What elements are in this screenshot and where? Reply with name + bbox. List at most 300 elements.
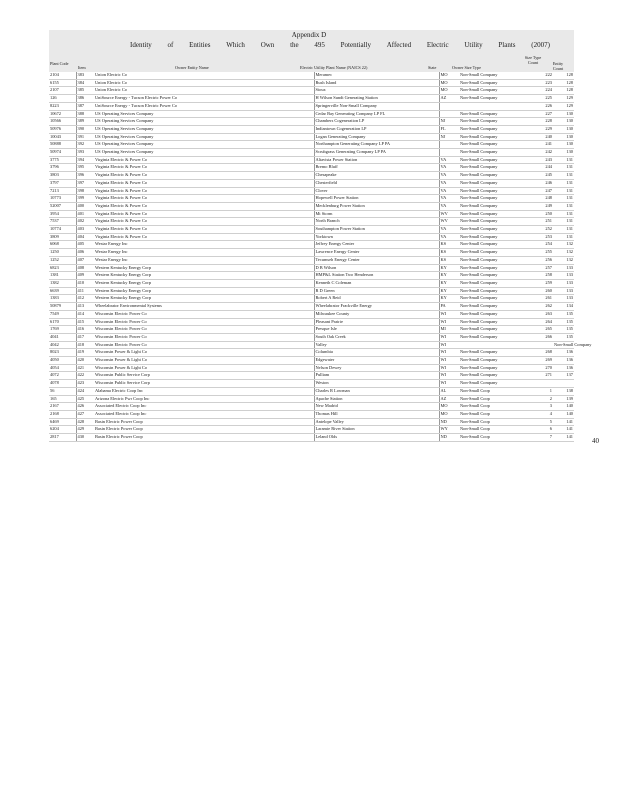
cell-owner-size-type: Non-Small Company [459, 110, 531, 118]
cell-item: 403 [76, 226, 94, 234]
cell-plant-code: 1769 [49, 326, 76, 334]
cell-state: WI [439, 380, 459, 388]
cell-plant-name: Leland Olds [314, 434, 439, 442]
cell-plant-code: 1252 [49, 256, 76, 264]
cell-plant-name: Pleasant Prairie [314, 318, 439, 326]
cell-size-type-count [531, 380, 553, 388]
cell-state: WI [439, 333, 459, 341]
cell-size-type-count: 245 [531, 172, 553, 180]
cell-item: 394 [76, 156, 94, 164]
cell-plant-code: 2167 [49, 403, 76, 411]
cell-owner-entity: US Operating Services Company [94, 149, 314, 157]
cell-entity-count: 131 [553, 218, 574, 226]
cell-state [439, 110, 459, 118]
cell-owner-entity: Westar Energy Inc [94, 249, 314, 257]
table-row [49, 310, 574, 318]
cell-plant-name: Northampton Generating Company LP PA [314, 141, 439, 149]
cell-plant-name: Indiantown Cogeneration LP [314, 125, 439, 133]
cell-size-type-count: 258 [531, 272, 553, 280]
cell-plant-code: 3796 [49, 164, 76, 172]
cell-item: 421 [76, 364, 94, 372]
table-title-word: Own [260, 41, 275, 49]
cell-state: MO [439, 410, 459, 418]
cell-owner-size-type: Non-Small Company [459, 149, 531, 157]
cell-size-type-count: 222 [531, 72, 553, 79]
page-number: 40 [592, 437, 599, 445]
appendix-title: Appendix D [291, 31, 327, 39]
cell-plant-code: 6823 [49, 264, 76, 272]
cell-plant-name: Antelope Valley [314, 418, 439, 426]
cell-plant-code: 126 [49, 95, 76, 103]
cell-state [439, 149, 459, 157]
cell-item: 398 [76, 187, 94, 195]
table-row [49, 295, 574, 303]
cell-owner-entity: Wisconsin Power & Light Co [94, 349, 314, 357]
cell-owner-size-type: Non-Small Company [459, 364, 531, 372]
cell-plant-name: Southampton Power Station [314, 226, 439, 234]
cell-size-type-count: 266 [531, 333, 553, 341]
entities-table [49, 72, 592, 442]
cell-owner-entity: Union Electric Co [94, 87, 314, 95]
cell-entity-count: Non-Small Company [553, 341, 574, 349]
cell-entity-count: 140 [553, 403, 574, 411]
cell-item: 395 [76, 164, 94, 172]
cell-entity-count: 133 [553, 279, 574, 287]
cell-owner-size-type: Non-Small Company [459, 156, 531, 164]
cell-item: 397 [76, 179, 94, 187]
cell-entity-count: 131 [553, 164, 574, 172]
cell-size-type-count: 250 [531, 210, 553, 218]
cell-owner-entity: US Operating Services Company [94, 110, 314, 118]
cell-owner-entity: Virginia Electric & Power Co [94, 226, 314, 234]
cell-item: 408 [76, 264, 94, 272]
cell-entity-count: 130 [553, 149, 574, 157]
cell-owner-entity: Basin Electric Power Coop [94, 418, 314, 426]
cell-owner-entity: Virginia Electric & Power Co [94, 172, 314, 180]
cell-owner-entity: Virginia Electric & Power Co [94, 218, 314, 226]
cell-state: WI [439, 310, 459, 318]
table-row [49, 164, 574, 172]
cell-owner-entity: Westar Energy Inc [94, 241, 314, 249]
cell-state: MO [439, 87, 459, 95]
table-row [49, 95, 574, 103]
cell-entity-count: 130 [553, 125, 574, 133]
cell-item: 409 [76, 272, 94, 280]
cell-owner-size-type: Non-Small Company [459, 333, 531, 341]
cell-plant-name: Altavista Power Station [314, 156, 439, 164]
cell-state [439, 141, 459, 149]
cell-state: VA [439, 226, 459, 234]
cell-entity-count: 128 [553, 79, 574, 87]
table-title-word: Electric [426, 41, 449, 49]
cell-plant-name: Logan Generating Company [314, 133, 439, 141]
cell-item: 417 [76, 333, 94, 341]
cell-item: 402 [76, 218, 94, 226]
cell-item: 415 [76, 318, 94, 326]
cell-plant-code: 8023 [49, 349, 76, 357]
col-header-entity-count: Entity Count [552, 61, 564, 71]
cell-owner-entity: Virginia Electric & Power Co [94, 187, 314, 195]
table-row [49, 156, 574, 164]
cell-entity-count: 136 [553, 357, 574, 365]
cell-plant-code: 50888 [49, 141, 76, 149]
cell-item: 383 [76, 72, 94, 79]
cell-entity-count: 130 [553, 141, 574, 149]
cell-owner-size-type: Non-Small Company [459, 95, 531, 103]
table-title-word: Potentially [340, 41, 371, 49]
cell-entity-count: 140 [553, 410, 574, 418]
cell-size-type-count: 2 [531, 395, 553, 403]
cell-owner-entity: Arizona Electric Pwr Coop Inc [94, 395, 314, 403]
table-row [49, 72, 574, 79]
cell-plant-code: 6155 [49, 79, 76, 87]
cell-size-type-count: 260 [531, 287, 553, 295]
col-header-state: State [428, 65, 437, 70]
cell-size-type-count: 249 [531, 202, 553, 210]
cell-state: WV [439, 210, 459, 218]
table-row [49, 333, 574, 341]
table-row [49, 264, 574, 272]
cell-owner-size-type: Non-Small Company [459, 125, 531, 133]
cell-plant-code: 2817 [49, 434, 76, 442]
cell-owner-entity: UniSource Energy - Tucson Electric Power Co [94, 95, 314, 103]
table-row [49, 87, 574, 95]
cell-size-type-count: 270 [531, 364, 553, 372]
cell-size-type-count: 228 [531, 118, 553, 126]
cell-entity-count: 128 [553, 72, 574, 79]
cell-entity-count: 141 [553, 418, 574, 426]
cell-item: 396 [76, 172, 94, 180]
cell-plant-name: Springerville Non-Small Company [314, 102, 439, 110]
table-row [49, 202, 574, 210]
cell-state: AZ [439, 395, 459, 403]
cell-plant-code: 50879 [49, 303, 76, 311]
cell-state: PA [439, 303, 459, 311]
cell-size-type-count: 269 [531, 357, 553, 365]
cell-size-type-count: 242 [531, 149, 553, 157]
cell-entity-count: 141 [553, 434, 574, 442]
cell-item: 418 [76, 341, 94, 349]
cell-item: 390 [76, 125, 94, 133]
cell-size-type-count: 6 [531, 426, 553, 434]
cell-size-type-count [531, 341, 553, 349]
cell-state: VA [439, 202, 459, 210]
table-title-word: Which [226, 41, 245, 49]
cell-size-type-count: 244 [531, 164, 553, 172]
cell-entity-count: 131 [553, 172, 574, 180]
table-row [49, 357, 574, 365]
cell-state: WI [439, 364, 459, 372]
cell-entity-count: 132 [553, 256, 574, 264]
cell-plant-code: 3775 [49, 156, 76, 164]
cell-plant-code: 4072 [49, 372, 76, 380]
cell-owner-size-type: Non-Small Company [459, 79, 531, 87]
cell-owner-entity: Virginia Electric & Power Co [94, 233, 314, 241]
cell-item: 416 [76, 326, 94, 334]
cell-state: KY [439, 279, 459, 287]
cell-plant-code: 8223 [49, 102, 76, 110]
cell-plant-name: Apache Station [314, 395, 439, 403]
cell-plant-name: Wheelabrator Frackville Energy [314, 303, 439, 311]
cell-item: 392 [76, 141, 94, 149]
cell-plant-name: Yorktown [314, 233, 439, 241]
cell-size-type-count: 247 [531, 187, 553, 195]
cell-plant-code: 10672 [49, 110, 76, 118]
cell-state: WV [439, 218, 459, 226]
table-title-word: Utility [464, 41, 483, 49]
cell-plant-code: 4050 [49, 357, 76, 365]
table-row [49, 395, 574, 403]
cell-size-type-count: 224 [531, 87, 553, 95]
cell-state: WI [439, 341, 459, 349]
cell-state: ND [439, 434, 459, 442]
cell-size-type-count: 256 [531, 256, 553, 264]
cell-plant-code: 50974 [49, 149, 76, 157]
cell-plant-name: Mt Storm [314, 210, 439, 218]
cell-owner-size-type [459, 102, 531, 110]
cell-size-type-count: 246 [531, 179, 553, 187]
cell-plant-name: Jeffrey Energy Center [314, 241, 439, 249]
cell-plant-name: Sioux [314, 87, 439, 95]
cell-entity-count: 131 [553, 187, 574, 195]
cell-state: WI [439, 349, 459, 357]
cell-owner-size-type: Non-Small Company [459, 87, 531, 95]
table-row [49, 149, 574, 157]
cell-owner-entity: Basin Electric Power Coop [94, 426, 314, 434]
cell-plant-name: Thomas Hill [314, 410, 439, 418]
cell-owner-size-type: Non-Small Company [459, 303, 531, 311]
table-row [49, 272, 574, 280]
cell-plant-name: Mecklenburg Power Station [314, 202, 439, 210]
table-title-word: Entities [189, 41, 211, 49]
cell-plant-code: 6170 [49, 318, 76, 326]
cell-size-type-count: 265 [531, 326, 553, 334]
cell-owner-size-type: Non-Small Company [459, 279, 531, 287]
cell-state: NJ [439, 118, 459, 126]
cell-entity-count: 131 [553, 210, 574, 218]
table-row [49, 218, 574, 226]
cell-state: KY [439, 272, 459, 280]
cell-item: 385 [76, 87, 94, 95]
cell-size-type-count: 259 [531, 279, 553, 287]
cell-size-type-count: 271 [531, 372, 553, 380]
table-title-word: Affected [386, 41, 412, 49]
table-row [49, 249, 574, 257]
cell-owner-entity: Wisconsin Electric Power Co [94, 326, 314, 334]
cell-owner-entity: Virginia Electric & Power Co [94, 195, 314, 203]
cell-plant-code: 2168 [49, 410, 76, 418]
cell-owner-entity: Wisconsin Electric Power Co [94, 310, 314, 318]
cell-plant-name: Laramie River Station [314, 426, 439, 434]
col-header-plant-name: Electric Utility Plant Name (NAICS 22) [300, 65, 368, 70]
cell-item: 407 [76, 256, 94, 264]
cell-owner-entity: Western Kentucky Energy Corp [94, 272, 314, 280]
col-header-item: Item [78, 65, 86, 70]
cell-owner-size-type: Non-Small Company [459, 179, 531, 187]
cell-item: 425 [76, 395, 94, 403]
cell-owner-size-type: Non-Small Company [459, 226, 531, 234]
cell-item: 391 [76, 133, 94, 141]
cell-owner-size-type: Non-Small Company [459, 241, 531, 249]
cell-item: 388 [76, 110, 94, 118]
cell-plant-code: 2104 [49, 72, 76, 79]
cell-plant-code: 50976 [49, 125, 76, 133]
cell-size-type-count: 1 [531, 387, 553, 395]
cell-owner-entity: Western Kentucky Energy Corp [94, 295, 314, 303]
table-row [49, 195, 574, 203]
cell-item: 410 [76, 279, 94, 287]
cell-plant-code: 10773 [49, 195, 76, 203]
cell-size-type-count: 248 [531, 195, 553, 203]
cell-plant-name: Weston [314, 380, 439, 388]
table-row [49, 226, 574, 234]
cell-owner-size-type: Non-Small Company [459, 272, 531, 280]
table-title-word: Plants [498, 41, 516, 49]
cell-size-type-count: 261 [531, 295, 553, 303]
cell-size-type-count: 4 [531, 410, 553, 418]
cell-state: MO [439, 72, 459, 79]
cell-item: 428 [76, 418, 94, 426]
cell-plant-code: 1382 [49, 279, 76, 287]
cell-entity-count: 133 [553, 272, 574, 280]
cell-owner-entity: Wheelabrator Environmental Systems [94, 303, 314, 311]
cell-size-type-count: 226 [531, 102, 553, 110]
cell-plant-name: Edgewater [314, 357, 439, 365]
cell-owner-size-type: Non-Small Company [459, 264, 531, 272]
cell-item: 414 [76, 310, 94, 318]
table-row [49, 241, 574, 249]
cell-entity-count: 136 [553, 349, 574, 357]
cell-owner-size-type: Non-Small Coop [459, 418, 531, 426]
cell-plant-name: Hopewell Power Station [314, 195, 439, 203]
cell-entity-count: 132 [553, 241, 574, 249]
cell-entity-count: 138 [553, 387, 574, 395]
cell-owner-size-type: Non-Small Company [459, 380, 531, 388]
cell-size-type-count: 223 [531, 79, 553, 87]
cell-owner-size-type: Non-Small Company [459, 187, 531, 195]
cell-owner-size-type: Non-Small Company [459, 195, 531, 203]
cell-owner-entity: US Operating Services Company [94, 125, 314, 133]
cell-owner-size-type: Non-Small Company [459, 372, 531, 380]
cell-state: FL [439, 125, 459, 133]
cell-plant-name: H Wilson Sundt Generating Station [314, 95, 439, 103]
cell-plant-name: Valley [314, 341, 439, 349]
cell-item: 420 [76, 357, 94, 365]
table-row [49, 326, 574, 334]
cell-state: KS [439, 256, 459, 264]
cell-owner-size-type: Non-Small Coop [459, 395, 531, 403]
cell-plant-name: Rush Island [314, 79, 439, 87]
cell-state: KY [439, 295, 459, 303]
table-row [49, 434, 574, 442]
cell-item: 426 [76, 403, 94, 411]
cell-plant-name: Presque Isle [314, 326, 439, 334]
cell-owner-size-type: Non-Small Company [459, 218, 531, 226]
cell-item: 406 [76, 249, 94, 257]
cell-state: WI [439, 318, 459, 326]
cell-plant-name: Chambers Cogeneration LP [314, 118, 439, 126]
cell-plant-code: 3803 [49, 172, 76, 180]
cell-owner-size-type [459, 341, 531, 349]
cell-owner-size-type: Non-Small Company [459, 210, 531, 218]
cell-owner-size-type: Non-Small Company [459, 164, 531, 172]
cell-owner-size-type: Non-Small Company [459, 233, 531, 241]
cell-item: 412 [76, 295, 94, 303]
cell-plant-name: Lawrence Energy Center [314, 249, 439, 257]
cell-state: KY [439, 287, 459, 295]
cell-plant-name: Meramec [314, 72, 439, 79]
cell-entity-count: 135 [553, 310, 574, 318]
cell-plant-name: Tecumseh Energy Center [314, 256, 439, 264]
cell-plant-code: 10043 [49, 133, 76, 141]
cell-item: 399 [76, 195, 94, 203]
cell-owner-size-type: Non-Small Company [459, 118, 531, 126]
table-title-word: of [167, 41, 174, 49]
table-row [49, 341, 574, 349]
cell-owner-size-type: Non-Small Company [459, 256, 531, 264]
cell-item: 401 [76, 210, 94, 218]
cell-entity-count: 133 [553, 295, 574, 303]
table-row [49, 133, 574, 141]
cell-size-type-count: 264 [531, 318, 553, 326]
cell-entity-count [553, 380, 574, 388]
cell-size-type-count: 3 [531, 403, 553, 411]
cell-entity-count: 134 [553, 303, 574, 311]
cell-plant-code: 3809 [49, 233, 76, 241]
cell-plant-name: D B Wilson [314, 264, 439, 272]
cell-plant-name: Columbia [314, 349, 439, 357]
cell-entity-count: 135 [553, 333, 574, 341]
cell-entity-count: 129 [553, 95, 574, 103]
cell-item: 387 [76, 102, 94, 110]
cell-plant-code: 3797 [49, 179, 76, 187]
cell-item: 400 [76, 202, 94, 210]
cell-entity-count: 139 [553, 395, 574, 403]
cell-entity-count: 131 [553, 179, 574, 187]
cell-owner-entity: Virginia Electric & Power Co [94, 164, 314, 172]
cell-entity-count: 136 [553, 364, 574, 372]
cell-owner-entity: US Operating Services Company [94, 133, 314, 141]
cell-owner-size-type: Non-Small Company [459, 172, 531, 180]
cell-item: 423 [76, 380, 94, 388]
cell-size-type-count: 5 [531, 418, 553, 426]
cell-owner-entity: Virginia Electric & Power Co [94, 156, 314, 164]
cell-state: MO [439, 79, 459, 87]
cell-owner-size-type: Non-Small Company [459, 141, 531, 149]
cell-plant-name: Pulliam [314, 372, 439, 380]
cell-owner-entity: Virginia Electric & Power Co [94, 179, 314, 187]
cell-entity-count: 141 [553, 426, 574, 434]
col-header-owner-size-type: Owner Size Type [452, 65, 481, 70]
cell-plant-code: 56 [49, 387, 76, 395]
cell-owner-size-type: Non-Small Coop [459, 434, 531, 442]
cell-plant-code: 7549 [49, 310, 76, 318]
cell-owner-size-type: Non-Small Company [459, 318, 531, 326]
col-header-owner-entity-name: Owner Entity Name [175, 65, 209, 70]
table-row [49, 372, 574, 380]
cell-plant-code: 7537 [49, 218, 76, 226]
cell-plant-code: 4078 [49, 380, 76, 388]
cell-state: VA [439, 187, 459, 195]
cell-plant-name: Charles R Lowman [314, 387, 439, 395]
cell-size-type-count: 240 [531, 133, 553, 141]
cell-size-type-count: 257 [531, 264, 553, 272]
cell-owner-entity: Associated Electric Coop Inc [94, 410, 314, 418]
table-row [49, 318, 574, 326]
cell-owner-entity: Virginia Electric & Power Co [94, 202, 314, 210]
table-row [49, 287, 574, 295]
cell-state: VA [439, 172, 459, 180]
